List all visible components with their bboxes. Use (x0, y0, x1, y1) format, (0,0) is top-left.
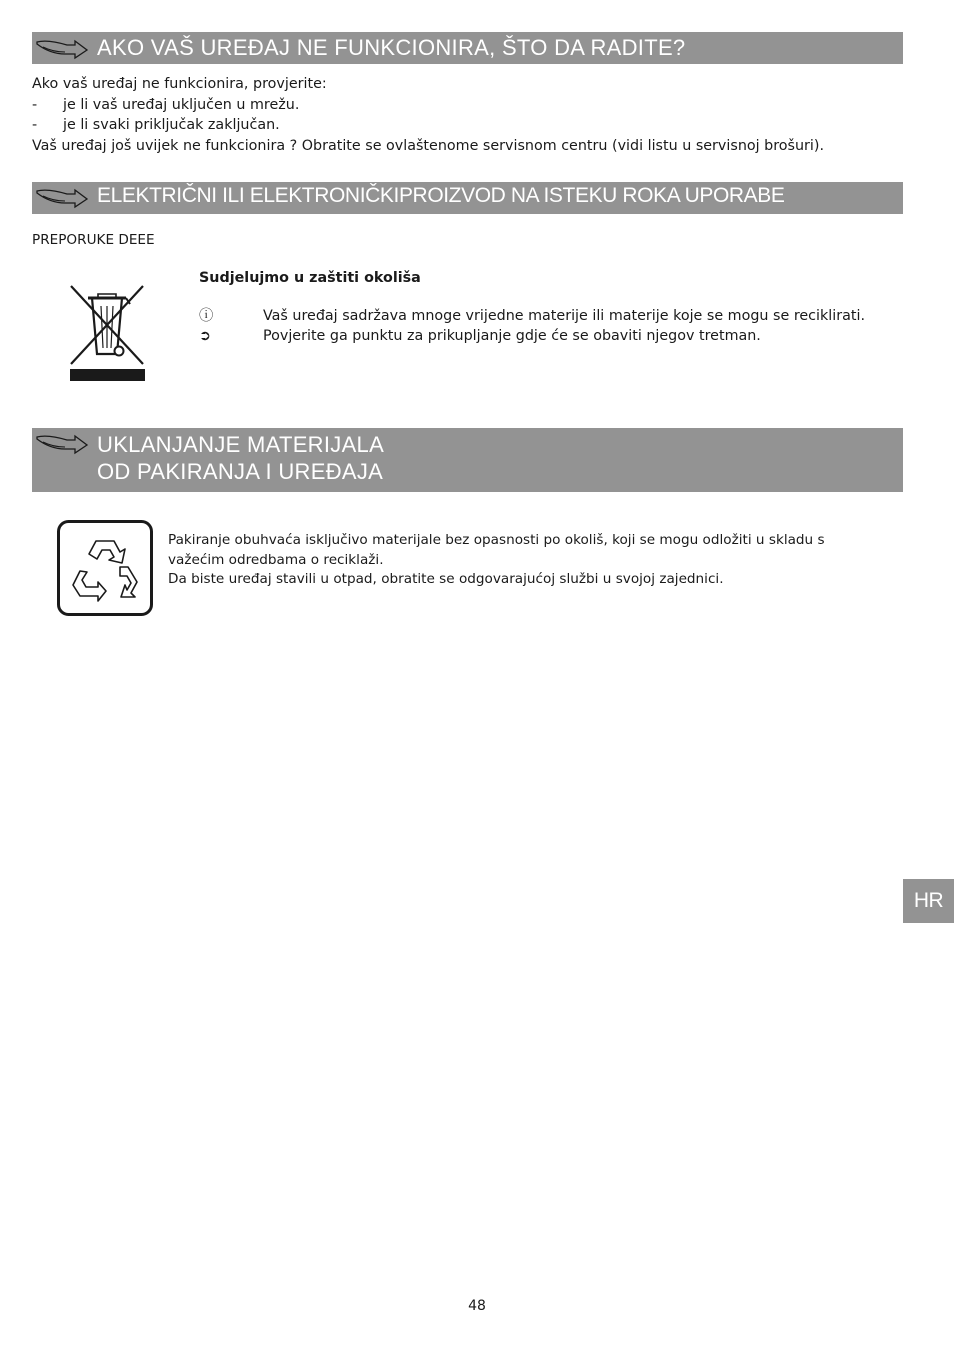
list-item (199, 306, 865, 326)
list-marker: - (32, 96, 38, 113)
section-title: AKO VAŠ UREĐAJ NE FUNKCIONIRA, ŠTO DA RADITE? (97, 35, 686, 60)
crossed-out-wheelie-bin-icon (68, 284, 146, 382)
outro-text: Vaš uređaj još uvijek ne funkcionira ? Obratite se ovlaštenome servisnom centru (vidi listu u servisnoj brošuri). (32, 137, 825, 154)
language-tab: HR (903, 879, 954, 923)
list-item-text: Vaš uređaj sadržava mnoge vrijedne materije ili materije koje se mogu se reciklirati. (263, 308, 866, 324)
section-title-line: UKLANJANJE MATERIJALA (97, 432, 385, 457)
hand-arrow-icon (35, 38, 89, 60)
list-item-text: je li svaki priključak zaključan. (63, 117, 280, 133)
intro-text: Ako vaš uređaj ne funkcionira, provjerite: (32, 76, 327, 92)
hand-arrow-icon (35, 432, 89, 456)
weee-heading: Sudjelujmo u zaštiti okoliša (199, 270, 421, 286)
troubleshoot-body (32, 74, 824, 156)
weee-items (199, 306, 865, 346)
page-number: 48 (468, 1298, 486, 1314)
list-marker: - (32, 117, 38, 133)
hand-arrow-icon (35, 186, 89, 210)
list-item-text: je li vaš uređaj uključen u mrežu. (63, 96, 300, 113)
list-item (32, 115, 824, 136)
info-icon: ⓘ (199, 308, 214, 324)
packaging-text-line: važećim odredbama o reciklaži. (168, 551, 384, 568)
recycle-icon (56, 519, 154, 617)
section-title: ELEKTRIČNI ILI ELEKTRONIČKIPROIZVOD NA ISTEKU ROKA UPORABE (97, 184, 785, 207)
section-title (97, 431, 384, 485)
packaging-text-line: Da biste uređaj stavili u otpad, obratite se odgovarajućoj službi u svojoj zajednici. (168, 571, 724, 587)
list-item-text: Povjerite ga punktu za prikupljanje gdje će se obaviti njegov tretman. (263, 328, 761, 344)
list-item (32, 95, 824, 116)
section-header-weee (32, 182, 903, 214)
section-title-line: OD PAKIRANJA I UREĐAJA (97, 459, 384, 484)
section-header-troubleshoot (32, 32, 903, 64)
section-header-packaging (32, 428, 903, 492)
packaging-body (168, 531, 825, 590)
arrow-right-icon: ➲ (199, 328, 211, 344)
weee-label: PREPORUKE DEEE (32, 232, 155, 248)
packaging-text-line: Pakiranje obuhvaća isključivo materijale bez opasnosti po okoliš, koji se mogu odložiti u skladu s (168, 532, 825, 548)
list-item (199, 326, 865, 346)
